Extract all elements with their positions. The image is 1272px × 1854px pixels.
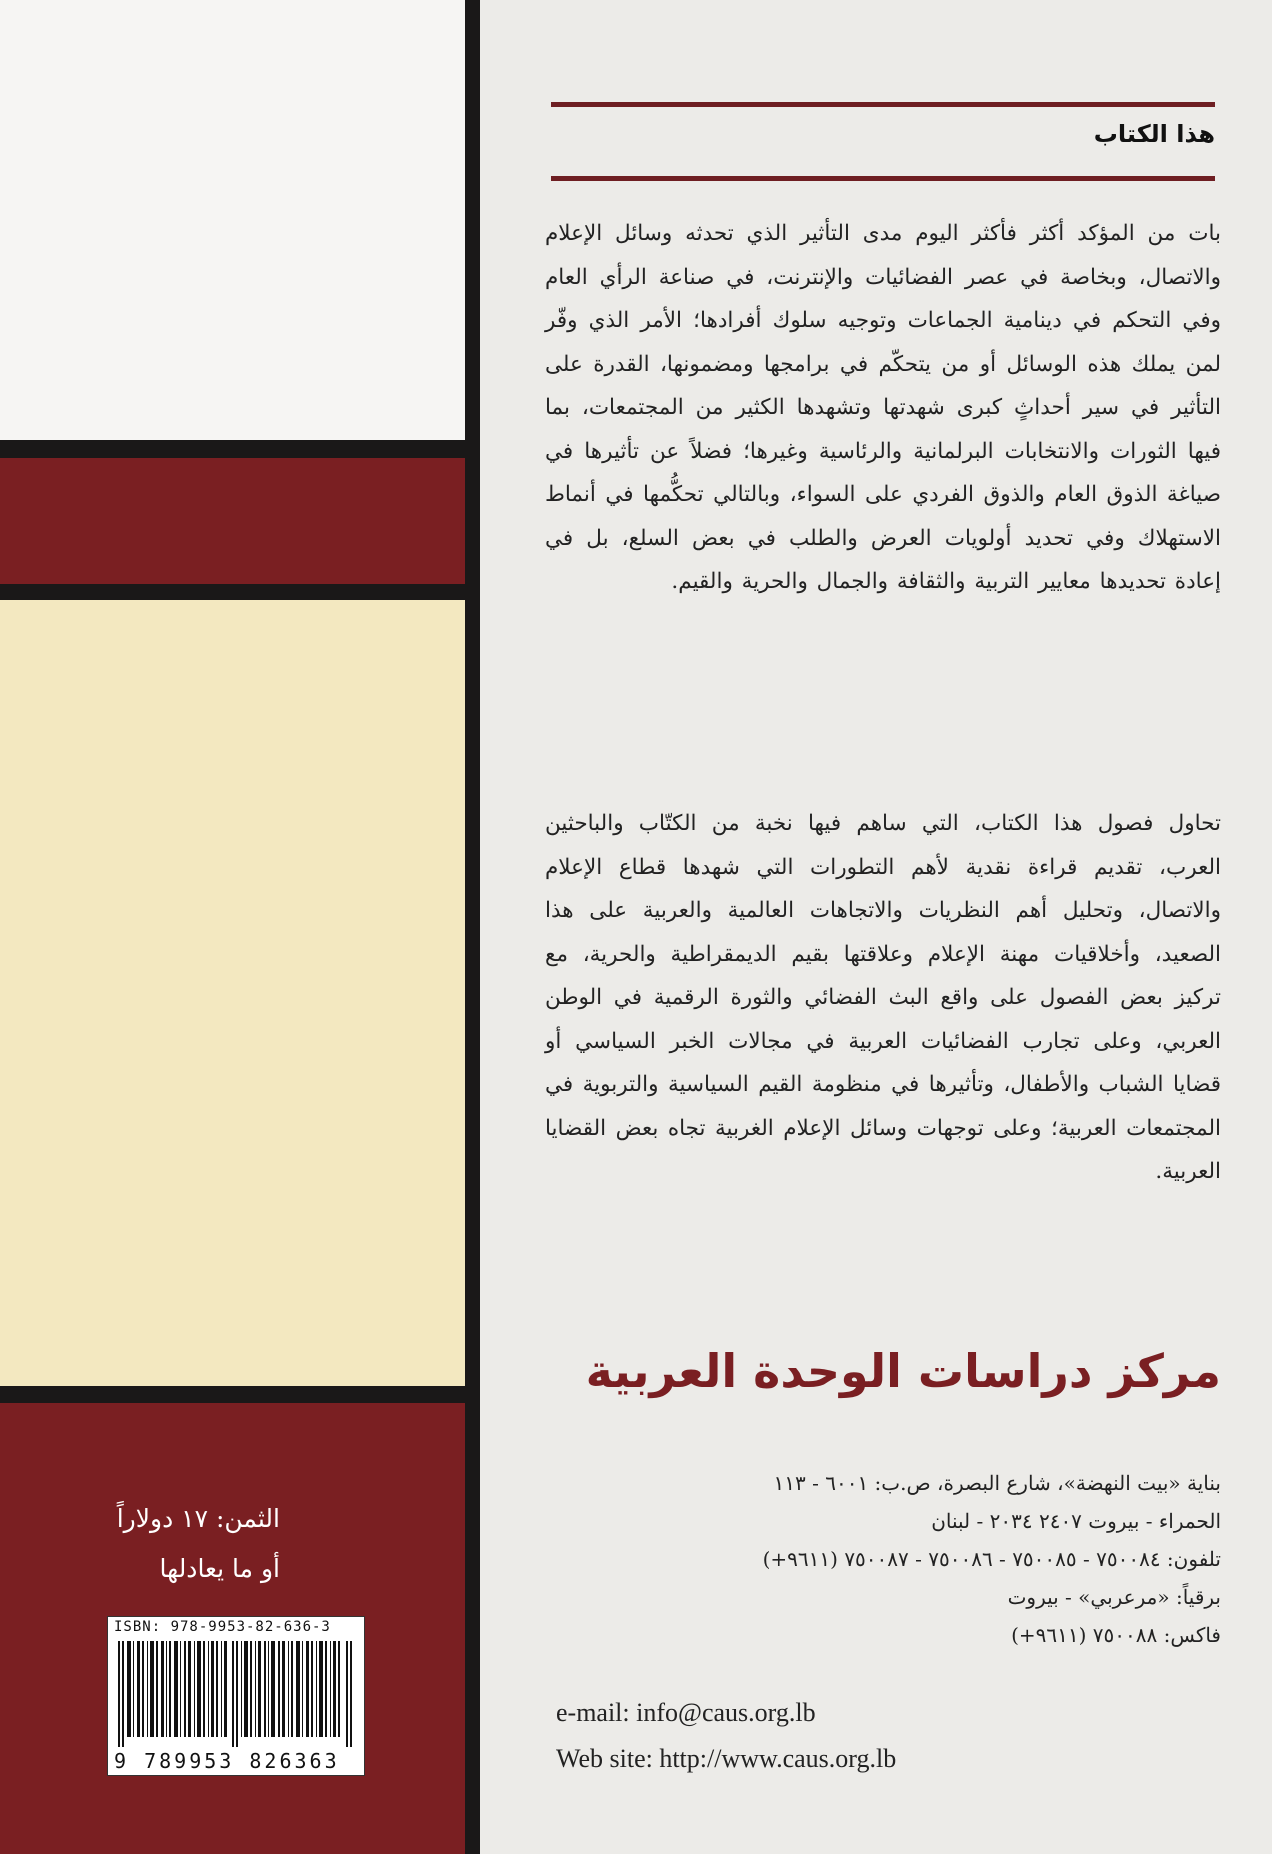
heading-rule-top xyxy=(551,102,1215,107)
isbn-text: ISBN: 978-9953-82-636-3 xyxy=(114,1619,331,1635)
blurb-paragraph-1: بات من المؤكد أكثر فأكثر اليوم مدى التأثير الذي تحدثه وسائل الإعلام والاتصال، وبخاصة في عصر الفضائيات والإنترنت، في صناعة الرأي العام وفي التحكم في دينامية الجماعات وتوجيه سلوك أفرادها؛ الأمر الذي وفّر لمن يملك هذه الوسائل أو من يتحكّم في برامجها ومضمونها، القدرة على التأثير في سير أحداثٍ كبرى شهدتها وتشهدها الكثير من المجتمعات، بما فيها الثورات والانتخابات البرلمانية والرئاسية وغيرها؛ فضلاً عن تأثيرها في صياغة الذوق العام والذوق الفردي على السواء، وبالتالي تحكُّمها في أنماط الاستهلاك وفي تحديد أولويات العرض والطلب في بعض السلع، بل في إعادة تحديدها معايير التربية والثقافة والجمال والحرية والقيم. xyxy=(545,221,1222,594)
heading-rule-bottom xyxy=(551,176,1215,181)
address-line: الحمراء - بيروت ٢٤٠٧ ٢٠٣٤ - لبنان xyxy=(931,1509,1221,1533)
price-line-2: أو ما يعادلها xyxy=(159,1554,280,1583)
barcode-digits: 9 789953 826363 xyxy=(114,1749,340,1773)
yellow-block xyxy=(0,600,465,1386)
phone-line: تلفون: ٧٥٠٠٨٤ - ٧٥٠٠٨٥ - ٧٥٠٠٨٦ - ٧٥٠٠٨٧ (٩٦١١+) xyxy=(762,1547,1221,1571)
fax-line: فاكس: ٧٥٠٠٨٨ (٩٦١١+) xyxy=(1011,1623,1221,1647)
barcode-icon xyxy=(116,1641,356,1747)
publisher-name: مركز دراسات الوحدة العربية xyxy=(585,1344,1221,1398)
telegraph-line: برقياً: «مرعربي» - بيروت xyxy=(1007,1585,1221,1609)
address-line: بناية «بيت النهضة»، شارع البصرة، ص.ب: ٦٠٠١ - ١١٣ xyxy=(773,1471,1221,1495)
red-band-upper xyxy=(0,458,465,584)
top-white-block xyxy=(0,0,465,440)
blurb-paragraph-2: تحاول فصول هذا الكتاب، التي ساهم فيها نخبة من الكتّاب والباحثين العرب، تقديم قراءة نقدية لأهم التطورات التي شهدها قطاع الإعلام والاتصال، وتحليل أهم النظريات والاتجاهات العالمية والعربية على هذا الصعيد، وأخلاقيات مهنة الإعلام وعلاقتها بقيم الديمقراطية والحرية، مع تركيز بعض الفصول على واقع البث الفضائي والثورة الرقمية في الوطن العربي، وعلى تجارب الفضائيات العربية في مجالات الخبر السياسي أو قضايا الشباب والأطفال، وتأثيرها في منظومة القيم السياسية والتربوية في المجتمعات العربية؛ وعلى توجهات وسائل الإعلام الغربية تجاه بعض القضايا العربية. xyxy=(545,811,1221,1184)
isbn-barcode-box xyxy=(107,1616,365,1776)
price-line-1: الثمن: ١٧ دولاراً xyxy=(116,1504,280,1533)
contact-block xyxy=(556,1690,1216,1782)
section-heading: هذا الكتاب xyxy=(1093,120,1215,148)
address-block xyxy=(545,1464,1221,1654)
email-line: e-mail: info@caus.org.lb xyxy=(556,1698,816,1727)
website-line: Web site: http://www.caus.org.lb xyxy=(556,1744,897,1773)
price-label xyxy=(70,1494,280,1594)
